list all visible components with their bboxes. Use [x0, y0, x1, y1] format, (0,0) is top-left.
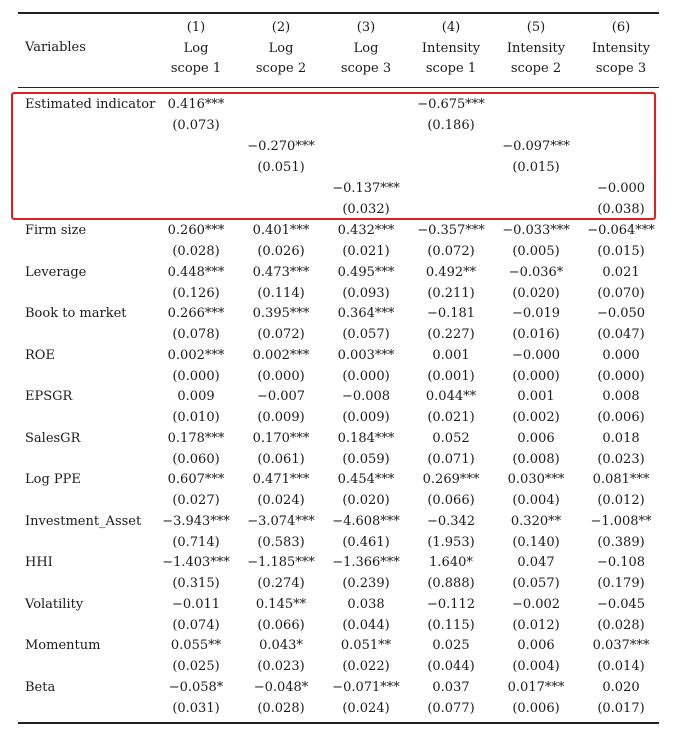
se-cell: (0.010) — [172, 410, 220, 425]
column-title: Intensity — [591, 40, 651, 56]
coef-cell: 0.043* — [259, 638, 303, 653]
se-cell: (0.017) — [597, 700, 645, 716]
coef-cell: 0.017*** — [507, 679, 565, 695]
coef-cell: 0.401*** — [252, 223, 310, 238]
column-number: (1) — [186, 20, 206, 35]
se-cell: (0.009) — [342, 410, 390, 425]
estimated-coef-5: −0.097*** — [502, 139, 570, 154]
coef-cell: −1.403*** — [162, 555, 230, 570]
se-cell: (0.115) — [427, 617, 475, 633]
column-header-6 — [576, 18, 666, 80]
se-cell: (0.000) — [257, 368, 305, 384]
coef-cell: 0.018 — [602, 430, 640, 446]
coef-cell: −0.002 — [511, 596, 561, 612]
row-label: Firm size — [25, 223, 87, 238]
estimated-se-3: (0.032) — [342, 202, 390, 217]
estimated-se-1: (0.073) — [172, 118, 220, 133]
coef-cell: 0.037 — [432, 679, 470, 695]
estimated-se-2: (0.051) — [257, 160, 305, 175]
estimated-indicator-label: Estimated indicator — [25, 97, 156, 112]
row-label: HHI — [25, 555, 53, 570]
se-cell: (0.044) — [427, 659, 475, 674]
se-cell: (0.211) — [427, 285, 475, 301]
column-header-4 — [406, 18, 496, 80]
coef-cell: −3.943*** — [162, 513, 230, 529]
se-cell: (0.461) — [342, 534, 390, 550]
top-rule — [18, 12, 659, 14]
coef-cell: −0.048* — [253, 679, 309, 695]
column-header-2 — [236, 18, 326, 80]
se-cell: (0.006) — [597, 410, 645, 425]
se-cell: (0.028) — [172, 244, 220, 259]
column-number: (2) — [271, 20, 291, 35]
se-cell: (0.057) — [512, 576, 560, 591]
se-cell: (0.077) — [427, 700, 475, 716]
coef-cell: −1.008** — [590, 513, 652, 529]
coef-cell: −0.112 — [426, 596, 476, 612]
se-cell: (0.005) — [512, 244, 560, 259]
se-cell: (0.016) — [512, 327, 560, 342]
se-cell: (0.025) — [172, 659, 220, 674]
coef-cell: 0.471*** — [252, 472, 310, 487]
coef-cell: −4.608*** — [332, 513, 400, 529]
se-cell: (0.023) — [257, 659, 305, 674]
coef-cell: 0.266*** — [167, 306, 225, 321]
coef-cell: 0.260*** — [167, 223, 225, 238]
se-cell: (0.239) — [342, 576, 390, 591]
se-cell: (0.061) — [257, 451, 305, 467]
variables-header: Variables — [25, 40, 86, 55]
coef-cell: −0.342 — [426, 513, 476, 529]
coef-cell: 0.081*** — [592, 472, 650, 487]
coef-cell: 0.008 — [602, 389, 640, 404]
se-cell: (0.004) — [512, 493, 560, 508]
se-cell: (0.021) — [427, 410, 475, 425]
se-cell: (0.031) — [172, 700, 220, 716]
row-label: Book to market — [25, 306, 127, 321]
coef-cell: 0.052 — [432, 430, 470, 446]
bottom-rule — [18, 722, 659, 724]
se-cell: (0.000) — [342, 368, 390, 384]
coef-cell: 0.454*** — [337, 472, 395, 487]
coef-cell: 0.184*** — [337, 430, 395, 446]
coef-cell: 0.364*** — [337, 306, 395, 321]
coef-cell: −0.019 — [511, 306, 561, 321]
se-cell: (0.227) — [427, 327, 475, 342]
se-cell: (0.072) — [257, 327, 305, 342]
column-number: (5) — [526, 20, 546, 35]
coef-cell: −0.050 — [596, 306, 646, 321]
se-cell: (0.060) — [172, 451, 220, 467]
se-cell: (0.274) — [257, 576, 305, 591]
coef-cell: −0.036* — [508, 264, 564, 280]
coef-cell: −0.108 — [596, 555, 646, 570]
se-cell: (0.023) — [597, 451, 645, 467]
coef-cell: 0.021 — [602, 264, 640, 280]
se-cell: (0.066) — [257, 617, 305, 633]
row-label: EPSGR — [25, 389, 73, 404]
estimated-coef-4: −0.675*** — [417, 97, 485, 112]
coef-cell: 0.001 — [517, 389, 555, 404]
se-cell: (0.020) — [512, 285, 560, 301]
se-cell: (0.888) — [427, 576, 475, 591]
coef-cell: 0.001 — [432, 347, 470, 363]
coef-cell: 0.002*** — [252, 347, 310, 363]
column-title: Log — [183, 40, 209, 56]
estimated-coef-2: −0.270*** — [247, 139, 315, 154]
column-number: (4) — [441, 20, 461, 35]
se-cell: (0.000) — [512, 368, 560, 384]
row-label: Beta — [25, 679, 56, 695]
column-title: Intensity — [506, 40, 566, 56]
coef-cell: 0.473*** — [252, 264, 310, 280]
se-cell: (0.028) — [597, 617, 645, 633]
column-subtitle: scope 3 — [340, 61, 392, 76]
coef-cell: 0.020 — [602, 679, 640, 695]
column-number: (3) — [356, 20, 376, 35]
row-label: SalesGR — [25, 430, 81, 446]
column-header-1 — [151, 18, 241, 80]
coef-cell: 0.492** — [425, 264, 477, 280]
se-cell: (0.028) — [257, 700, 305, 716]
coef-cell: −0.058* — [168, 679, 224, 695]
column-number: (6) — [611, 20, 631, 35]
se-cell: (0.012) — [512, 617, 560, 633]
coef-cell: 0.003*** — [337, 347, 395, 363]
column-title: Log — [353, 40, 379, 56]
coef-cell: 0.006 — [517, 638, 555, 653]
se-cell: (0.072) — [427, 244, 475, 259]
coef-cell: 0.002*** — [167, 347, 225, 363]
coef-cell: −3.074*** — [247, 513, 315, 529]
se-cell: (0.014) — [597, 659, 645, 674]
coef-cell: 0.051** — [340, 638, 392, 653]
se-cell: (0.071) — [427, 451, 475, 467]
se-cell: (0.008) — [512, 451, 560, 467]
se-cell: (0.140) — [512, 534, 560, 550]
coef-cell: 0.495*** — [337, 264, 395, 280]
row-label: Log PPE — [25, 472, 81, 487]
se-cell: (0.024) — [257, 493, 305, 508]
estimated-coef-3: −0.137*** — [332, 181, 400, 196]
se-cell: (0.093) — [342, 285, 390, 301]
se-cell: (0.000) — [172, 368, 220, 384]
coef-cell: 0.037*** — [592, 638, 650, 653]
coef-cell: −0.045 — [596, 596, 646, 612]
coef-cell: 0.047 — [517, 555, 555, 570]
coef-cell: 0.170*** — [252, 430, 310, 446]
coef-cell: 0.038 — [347, 596, 385, 612]
column-subtitle: scope 2 — [255, 61, 307, 76]
estimated-se-6: (0.038) — [597, 202, 645, 217]
se-cell: (0.583) — [257, 534, 305, 550]
se-cell: (0.714) — [172, 534, 220, 550]
coef-cell: 0.055** — [170, 638, 222, 653]
se-cell: (0.179) — [597, 576, 645, 591]
se-cell: (0.024) — [342, 700, 390, 716]
se-cell: (0.002) — [512, 410, 560, 425]
se-cell: (0.027) — [172, 493, 220, 508]
coef-cell: 0.044** — [425, 389, 477, 404]
se-cell: (0.047) — [597, 327, 645, 342]
coef-cell: −0.071*** — [332, 679, 400, 695]
se-cell: (0.070) — [597, 285, 645, 301]
coef-cell: 0.320** — [510, 513, 562, 529]
estimated-coef-6: −0.000 — [596, 181, 646, 196]
coef-cell: 0.025 — [432, 638, 470, 653]
se-cell: (0.114) — [257, 285, 305, 301]
se-cell: (0.059) — [342, 451, 390, 467]
coef-cell: 0.006 — [517, 430, 555, 446]
column-subtitle: scope 1 — [425, 61, 477, 76]
column-header-5 — [491, 18, 581, 80]
se-cell: (0.026) — [257, 244, 305, 259]
row-label: Investment_Asset — [25, 513, 142, 529]
estimated-coef-1: 0.416*** — [167, 97, 225, 112]
column-header-3 — [321, 18, 411, 80]
coef-cell: −0.007 — [256, 389, 306, 404]
coef-cell: −1.366*** — [332, 555, 400, 570]
coef-cell: 0.030*** — [507, 472, 565, 487]
se-cell: (1.953) — [427, 534, 475, 550]
coef-cell: 1.640* — [429, 555, 473, 570]
coef-cell: −0.008 — [341, 389, 391, 404]
coef-cell: −1.185*** — [247, 555, 315, 570]
row-label: Volatility — [25, 596, 84, 612]
column-subtitle: scope 2 — [510, 61, 562, 76]
se-cell: (0.006) — [512, 700, 560, 716]
se-cell: (0.009) — [257, 410, 305, 425]
coef-cell: −0.011 — [171, 596, 221, 612]
column-title: Intensity — [421, 40, 481, 56]
row-label: Leverage — [25, 264, 87, 280]
se-cell: (0.078) — [172, 327, 220, 342]
se-cell: (0.066) — [427, 493, 475, 508]
header-rule — [18, 87, 659, 88]
se-cell: (0.022) — [342, 659, 390, 674]
column-subtitle: scope 3 — [595, 61, 647, 76]
coef-cell: −0.357*** — [417, 223, 485, 238]
se-cell: (0.021) — [342, 244, 390, 259]
se-cell: (0.315) — [172, 576, 220, 591]
se-cell: (0.020) — [342, 493, 390, 508]
se-cell: (0.004) — [512, 659, 560, 674]
coef-cell: −0.033*** — [502, 223, 570, 238]
coef-cell: 0.432*** — [337, 223, 395, 238]
se-cell: (0.001) — [427, 368, 475, 384]
coef-cell: −0.064*** — [587, 223, 655, 238]
coef-cell: −0.000 — [511, 347, 561, 363]
row-label: ROE — [25, 347, 55, 363]
estimated-se-4: (0.186) — [427, 118, 475, 133]
se-cell: (0.000) — [597, 368, 645, 384]
se-cell: (0.015) — [597, 244, 645, 259]
column-title: Log — [268, 40, 294, 56]
se-cell: (0.074) — [172, 617, 220, 633]
coef-cell: 0.145** — [255, 596, 307, 612]
se-cell: (0.057) — [342, 327, 390, 342]
column-subtitle: scope 1 — [170, 61, 222, 76]
coef-cell: 0.448*** — [167, 264, 225, 280]
coef-cell: 0.000 — [602, 347, 640, 363]
se-cell: (0.126) — [172, 285, 220, 301]
coef-cell: 0.607*** — [167, 472, 225, 487]
row-label: Momentum — [25, 638, 101, 653]
estimated-se-5: (0.015) — [512, 160, 560, 175]
coef-cell: 0.395*** — [252, 306, 310, 321]
coef-cell: 0.178*** — [167, 430, 225, 446]
coef-cell: 0.009 — [177, 389, 215, 404]
se-cell: (0.389) — [597, 534, 645, 550]
coef-cell: 0.269*** — [422, 472, 480, 487]
se-cell: (0.012) — [597, 493, 645, 508]
se-cell: (0.044) — [342, 617, 390, 633]
coef-cell: −0.181 — [426, 306, 476, 321]
